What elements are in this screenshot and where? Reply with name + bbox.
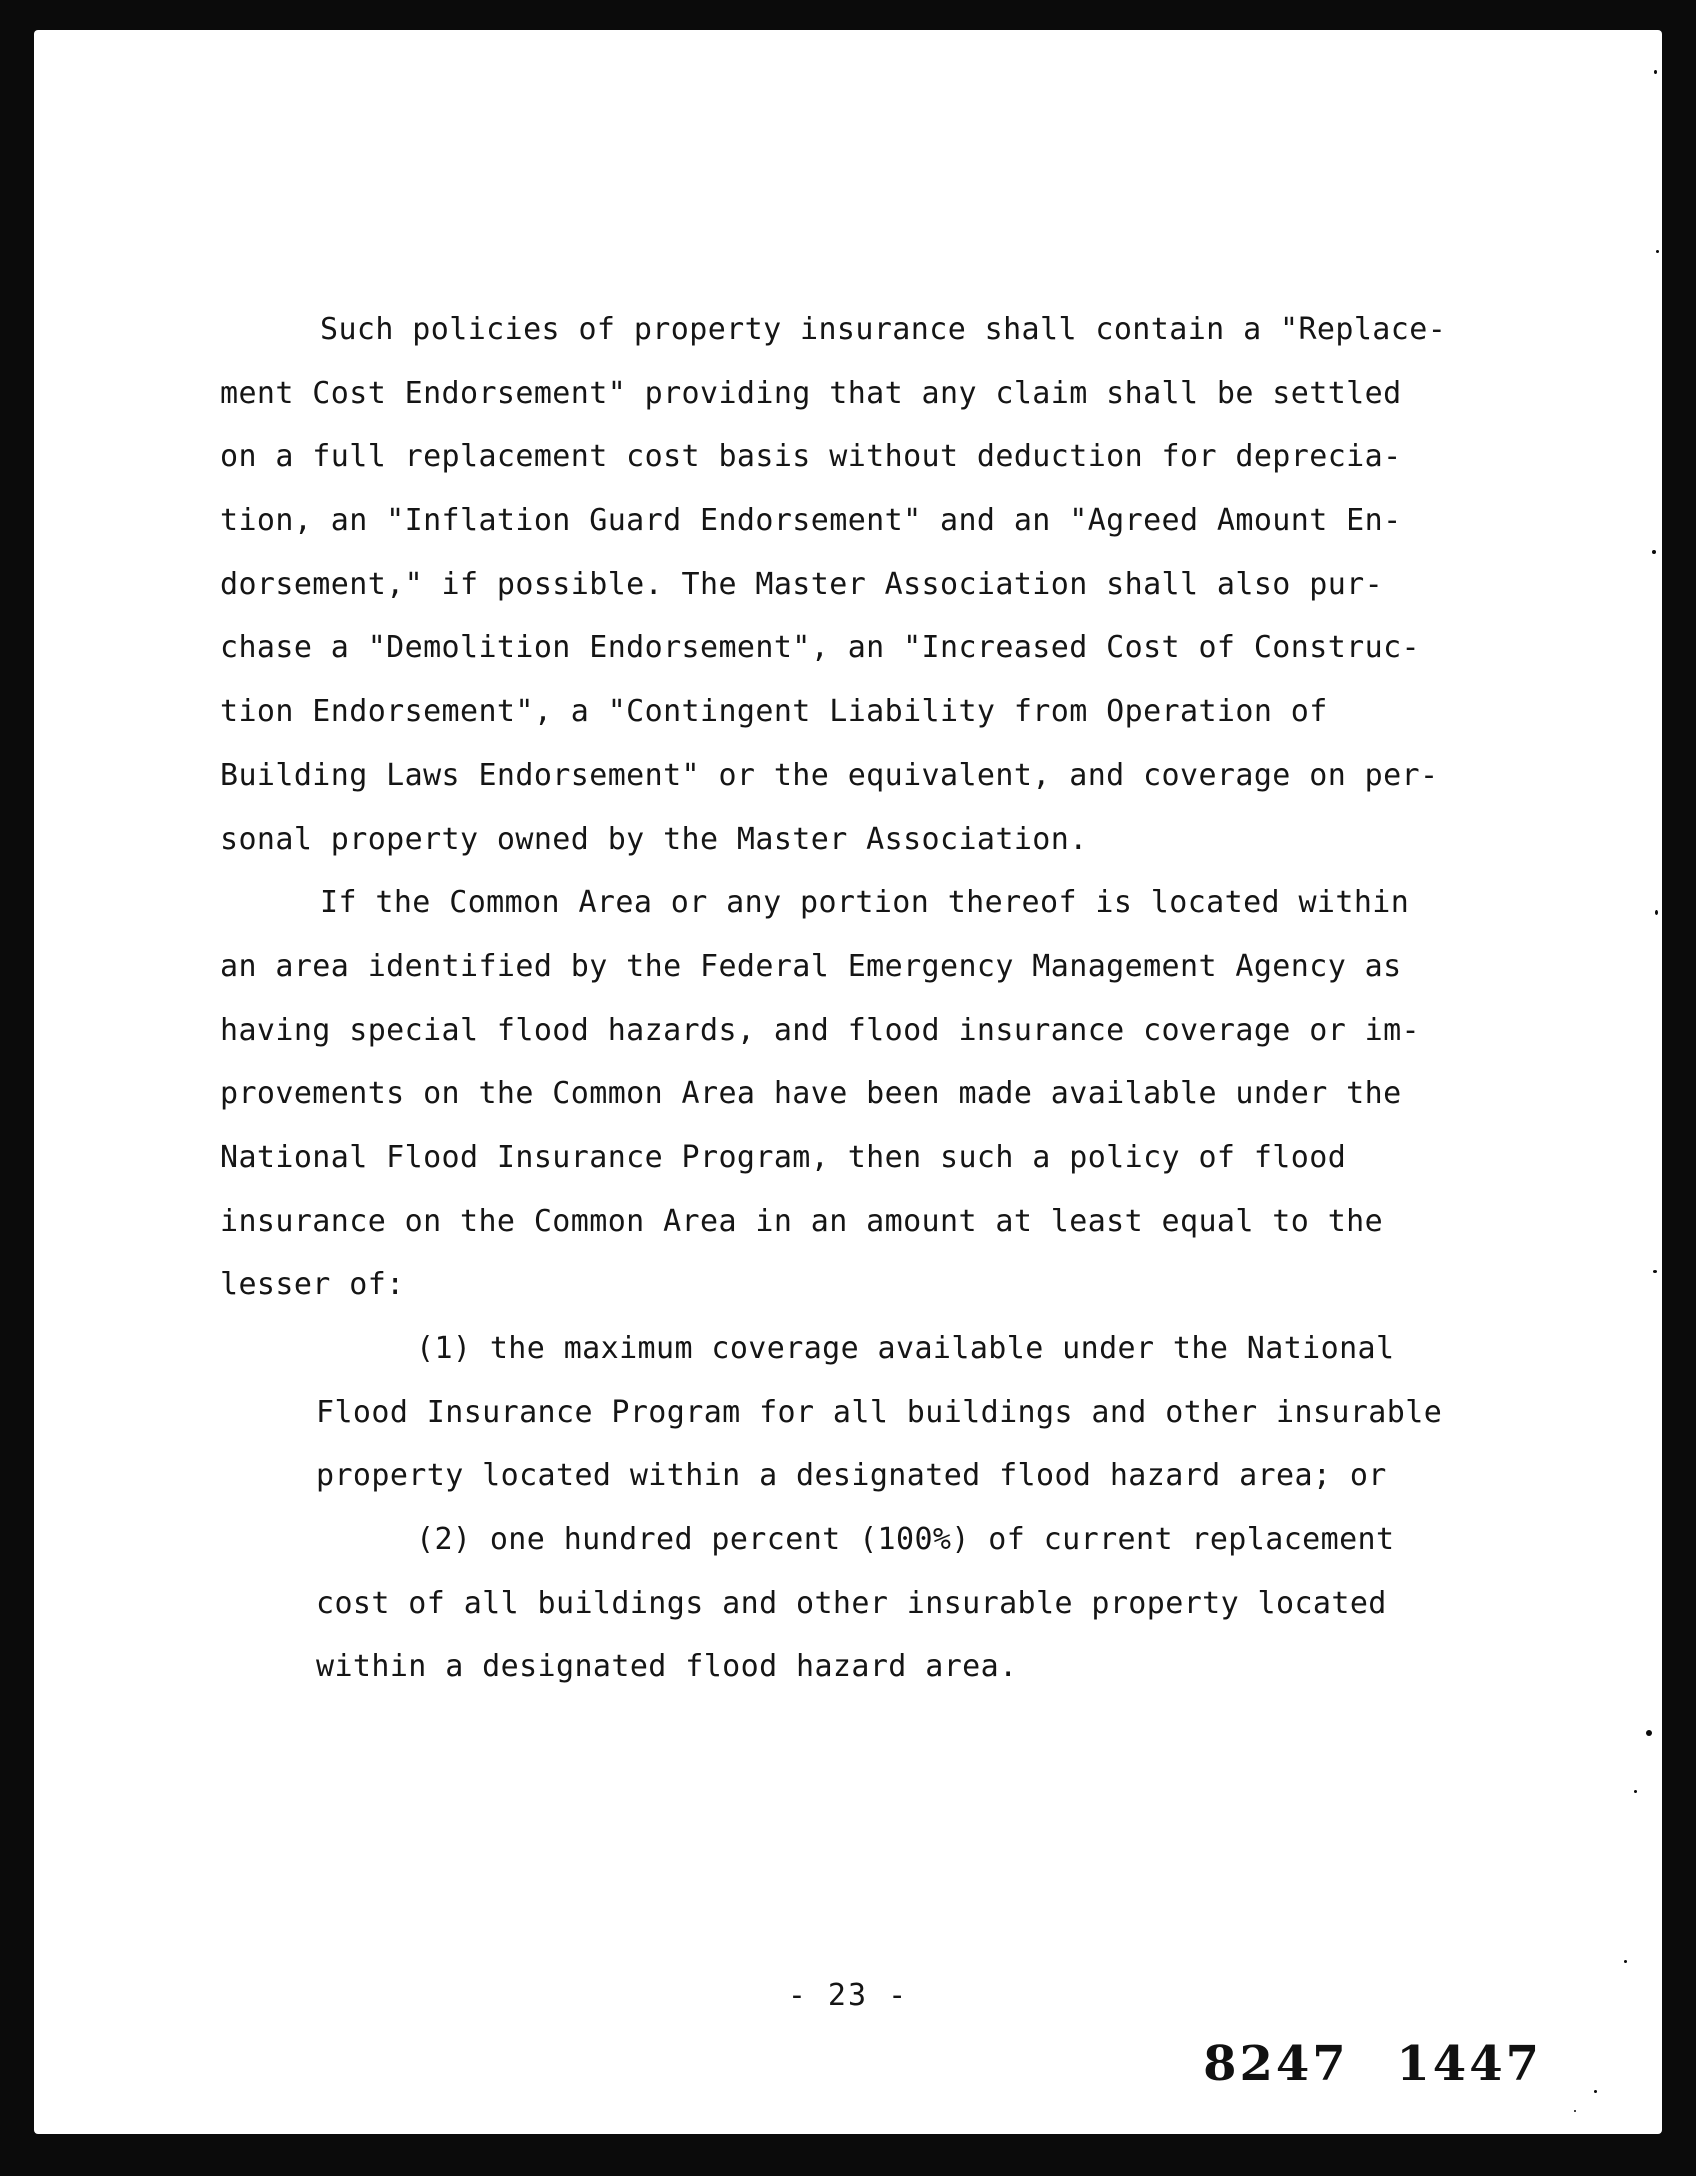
paragraph-1-line: Building Laws Endorsement" or the equivalent, and coverage on per- [220, 757, 1439, 793]
page-number: - 23 - [787, 1978, 909, 2013]
list-item-2-line: cost of all buildings and other insurable property located [316, 1585, 1387, 1621]
scan-speck [1594, 2090, 1597, 2093]
document-page [34, 30, 1662, 2134]
paragraph-1-line: sonal property owned by the Master Association. [220, 821, 1088, 857]
list-item-1-line: property located within a designated flood hazard area; or [316, 1458, 1387, 1494]
scan-speck [1652, 550, 1656, 554]
scan-speck [1634, 1790, 1637, 1793]
paragraph-2-line: insurance on the Common Area in an amount at least equal to the [220, 1203, 1384, 1239]
paragraph-2-line: lesser of: [220, 1267, 405, 1303]
paragraph-2-line: National Flood Insurance Program, then such a policy of flood [220, 1139, 1347, 1175]
scan-speck [1624, 1960, 1627, 1963]
list-item-1-line: (1) the maximum coverage available under the National [416, 1331, 1395, 1366]
document-number: 8247 1447 [1203, 2036, 1542, 2092]
paragraph-1-line: ment Cost Endorsement" providing that any claim shall be settled [220, 375, 1402, 411]
paragraph-2-line: provements on the Common Area have been made available under the [220, 1076, 1402, 1112]
scan-speck [1646, 1730, 1652, 1736]
list-item-2-line: (2) one hundred percent (100%) of current replacement [416, 1522, 1395, 1558]
paragraph-1-line: tion, an "Inflation Guard Endorsement" and an "Agreed Amount En- [220, 503, 1402, 539]
paragraph-2-line: If the Common Area or any portion thereof is located within [320, 885, 1410, 921]
body-text [220, 298, 1560, 1699]
scan-speck [1656, 250, 1659, 253]
paragraph-1-line: chase a "Demolition Endorsement", an "Increased Cost of Construc- [220, 630, 1420, 666]
paragraph-2-line: an area identified by the Federal Emergency Management Agency as [220, 948, 1402, 984]
paragraph-1-line: dorsement," if possible. The Master Association shall also pur- [220, 566, 1384, 602]
scan-speck [1654, 70, 1657, 74]
list-item-2-line: within a designated flood hazard area. [316, 1649, 1018, 1685]
paragraph-2-line: having special flood hazards, and flood insurance coverage or im- [220, 1012, 1420, 1048]
scan-speck [1653, 1270, 1657, 1273]
paragraph-1-line: tion Endorsement", a "Contingent Liability from Operation of [220, 694, 1328, 730]
list-item-1-line: Flood Insurance Program for all buildings and other insurable [316, 1394, 1443, 1430]
scan-speck [1655, 910, 1658, 915]
paragraph-1-line: Such policies of property insurance shall contain a "Replace- [320, 312, 1447, 347]
paragraph-1-line: on a full replacement cost basis without deduction for deprecia- [220, 439, 1402, 475]
scan-speck [1574, 2110, 1576, 2112]
